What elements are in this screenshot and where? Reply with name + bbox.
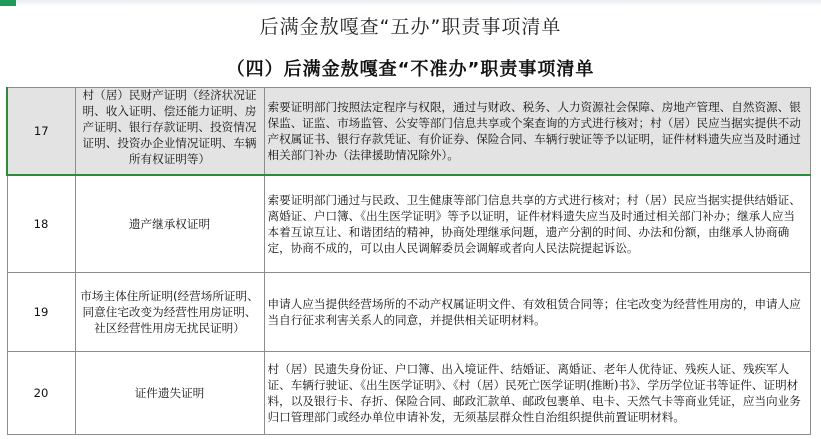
row-number-cell[interactable]: 18	[7, 175, 75, 273]
item-name-cell[interactable]: 证件遗失证明	[75, 352, 264, 435]
row-number-cell[interactable]: 19	[7, 273, 75, 352]
table-row[interactable]	[7, 88, 810, 176]
item-name-cell[interactable]: 遗产继承权证明	[75, 175, 264, 273]
item-name-cell[interactable]: 市场主体住所证明(经营场所证明、同意住宅改变为经营性用房证明、社区经营性用房无扰民证明）	[75, 273, 264, 352]
item-description-cell[interactable]: 申请人应当提供经营场所的不动产权属证明文件、有效租赁合同等；住宅改变为经营性用房的，申请人应当自行征求利害关系人的同意，并提供相关证明材料。	[264, 273, 810, 352]
table-row[interactable]	[7, 273, 810, 352]
duty-list-table	[6, 87, 811, 435]
row-number-cell[interactable]: 20	[7, 352, 75, 435]
sheet-corner-marker	[0, 0, 16, 6]
table-row[interactable]	[7, 175, 810, 273]
page-title: 后满金敖嘎查“五办”职责事项清单	[259, 16, 562, 38]
item-description-cell[interactable]: 索要证明部门按照法定程序与权限，通过与财政、税务、人力资源社会保障、房地产管理、自然资源、银保监、证监、市场监管、公安等部门信息共享或个案查询的方式进行核对；村（居）民应当据实提供不动产权属证书、银行存款凭证、有价证券、保险合同、车辆行驶证等予以证明，证件材料遗失应当及时通过相关部门补办（法律援助情况除外）。	[264, 88, 810, 176]
item-description-cell[interactable]: 索要证明部门通过与民政、卫生健康等部门信息共享的方式进行核对；村（居）民应当据实提供结婚证、离婚证、户口簿、《出生医学证明》等予以证明，证件材料遗失应当及时通过相关部门补办；继承人应当本着互谅互让、和谐团结的精神，协商处理继承问题，遗产分割的时间、办法和份额，由继承人协商确定，协商不成的，可以由人民调解委员会调解或者向人民法院提起诉讼。	[264, 175, 810, 273]
section-title: （四）后满金敖嘎查“不准办”职责事项清单	[226, 59, 595, 80]
row-number-cell[interactable]: 17	[7, 88, 75, 176]
item-name-text: 村（居）民财产证明（经济状况证明、收入证明、偿还能力证明、房产证明、银行存款证明、投资情况证明、投资办企业情况证明、车辆所有权证明等）	[82, 88, 257, 166]
table-row[interactable]	[7, 352, 810, 435]
toolbar-edge	[0, 0, 821, 6]
item-description-cell[interactable]: 村（居）民遗失身份证、户口簿、出入境证件、结婚证、离婚证、老年人优待证、残疾人证、残疾军人证、车辆行驶证、《出生医学证明》、《村（居）民死亡医学证明(推断)书》、学历学位证书等证件、证明材料，以及银行卡、存折、保险合同、邮政汇款单、邮政包裹单、电卡、天然气卡等商业凭证，应当向业务归口管理部门或经办单位申请补发，无须基层群众性自治组织提供前置证明材料。	[264, 352, 810, 435]
item-name-cell[interactable]	[75, 88, 264, 176]
